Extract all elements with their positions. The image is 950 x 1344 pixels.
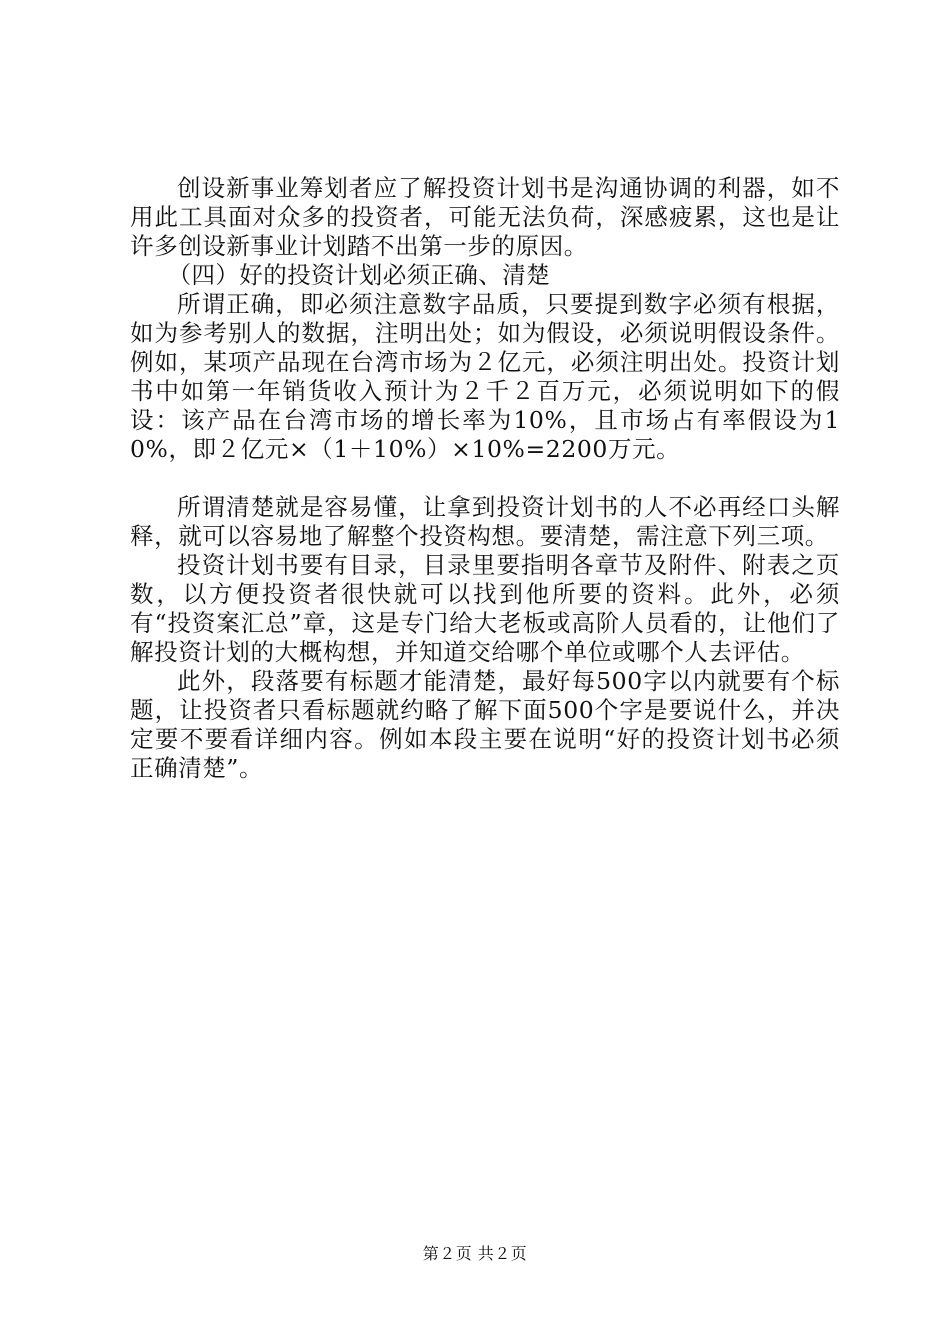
paragraph-spacer <box>130 464 840 493</box>
paragraph-correctness: 所谓正确，即必须注意数字品质，只要提到数字必须有根据，如为参考别人的数据，注明出处；如为假设，必须说明假设条件。例如，某项产品现在台湾市场为２亿元，必须注明出处。投资计划书中如第一年销货收入预计为２千２百万元，必须说明如下的假设：该产品在台湾市场的增长率为10%，且市场占有率假设为10%，即２亿元×（1＋10%）×10%=2200万元。 <box>130 290 840 463</box>
paragraph-table-of-contents: 投资计划书要有目录，目录里要指明各章节及附件、附表之页数，以方便投资者很快就可以找到他所要的资料。此外，必须有“投资案汇总”章，这是专门给大老板或高阶人员看的，让他们了解投资计划的大概构想，并知道交给哪个单位或哪个人去评估。 <box>130 551 840 666</box>
section-heading: （四）好的投资计划必须正确、清楚 <box>167 261 550 289</box>
page-footer: 第２页 共２页 <box>422 1244 528 1263</box>
paragraph-headings: 此外，段落要有标题才能清楚，最好每500字以内就要有个标题，让投资者只看标题就约略了解下面500个字是要说什么，并决定要不要看详细内容。例如本段主要在说明“好的投资计划书必须正确清楚”。 <box>130 667 840 782</box>
document-body <box>130 174 840 783</box>
paragraph-intro: 创设新事业筹划者应了解投资计划书是沟通协调的利器，如不用此工具面对众多的投资者，可能无法负荷，深感疲累，这也是让许多创设新事业计划踏不出第一步的原因。 <box>130 174 840 260</box>
paragraph-clarity: 所谓清楚就是容易懂，让拿到投资计划书的人不必再经口头解释，就可以容易地了解整个投资构想。要清楚，需注意下列三项。 <box>130 493 840 550</box>
